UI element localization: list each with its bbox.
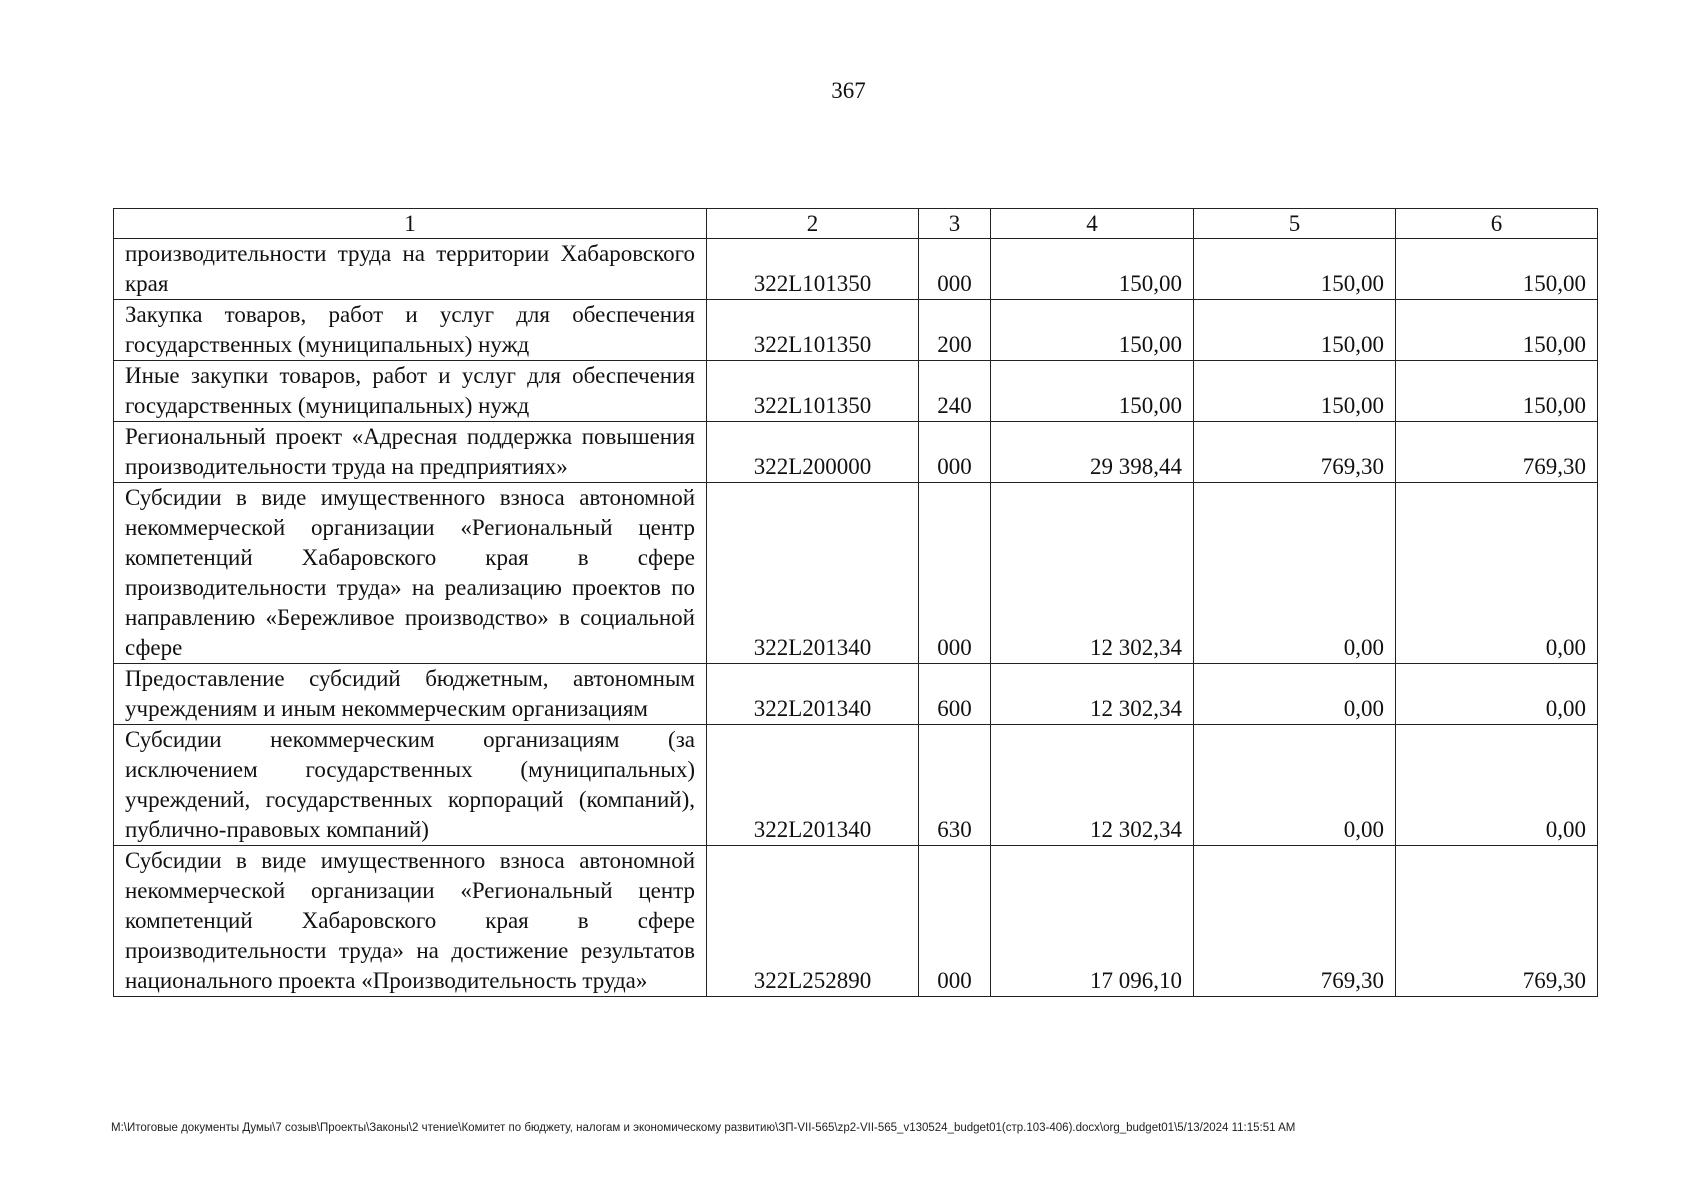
header-cell: 1 <box>114 209 707 239</box>
header-cell: 3 <box>919 209 991 239</box>
table-row <box>114 846 1598 997</box>
budget-table <box>113 208 1598 997</box>
amount-col6-cell: 150,00 <box>1396 239 1598 300</box>
expense-type-cell: 000 <box>919 846 991 997</box>
amount-col5-cell: 769,30 <box>1194 422 1396 483</box>
target-code-cell: 322L201340 <box>707 725 919 846</box>
target-code-cell: 322L201340 <box>707 664 919 725</box>
row-name-cell: Субсидии в виде имущественного взноса автономной некоммерческой организации «Региональный центр компетенций Хабаровского края в сфере производительности труда» на достижение результатов национального проекта «Производительность труда» <box>114 846 707 997</box>
amount-col4-cell: 29 398,44 <box>991 422 1194 483</box>
amount-col6-cell: 0,00 <box>1396 725 1598 846</box>
amount-col5-cell: 0,00 <box>1194 483 1396 664</box>
expense-type-cell: 000 <box>919 239 991 300</box>
amount-col5-cell: 0,00 <box>1194 664 1396 725</box>
amount-col5-cell: 150,00 <box>1194 361 1396 422</box>
expense-type-cell: 240 <box>919 361 991 422</box>
amount-col5-cell: 769,30 <box>1194 846 1396 997</box>
table-row <box>114 483 1598 664</box>
amount-col6-cell: 150,00 <box>1396 361 1598 422</box>
amount-col6-cell: 0,00 <box>1396 664 1598 725</box>
amount-col6-cell: 769,30 <box>1396 422 1598 483</box>
table-row <box>114 361 1598 422</box>
amount-col4-cell: 150,00 <box>991 361 1194 422</box>
row-name-cell: Региональный проект «Адресная поддержка повышения производительности труда на предприятиях» <box>114 422 707 483</box>
amount-col5-cell: 150,00 <box>1194 239 1396 300</box>
amount-col4-cell: 150,00 <box>991 239 1194 300</box>
row-name-cell: Субсидии некоммерческим организациям (за исключением государственных (муниципальных) учреждений, государственных корпораций (компаний), публично-правовых компаний) <box>114 725 707 846</box>
table-header-row <box>114 209 1598 239</box>
amount-col5-cell: 0,00 <box>1194 725 1396 846</box>
table-row <box>114 239 1598 300</box>
expense-type-cell: 000 <box>919 422 991 483</box>
row-name-cell: Субсидии в виде имущественного взноса автономной некоммерческой организации «Региональный центр компетенций Хабаровского края в сфере производительности труда» на реализацию проектов по направлению «Бережливое производство» в социальной сфере <box>114 483 707 664</box>
table-row <box>114 300 1598 361</box>
expense-type-cell: 600 <box>919 664 991 725</box>
table-row <box>114 664 1598 725</box>
target-code-cell: 322L200000 <box>707 422 919 483</box>
header-cell: 2 <box>707 209 919 239</box>
amount-col4-cell: 150,00 <box>991 300 1194 361</box>
header-cell: 6 <box>1396 209 1598 239</box>
amount-col4-cell: 12 302,34 <box>991 664 1194 725</box>
amount-col6-cell: 0,00 <box>1396 483 1598 664</box>
amount-col4-cell: 12 302,34 <box>991 483 1194 664</box>
amount-col6-cell: 769,30 <box>1396 846 1598 997</box>
header-cell: 4 <box>991 209 1194 239</box>
expense-type-cell: 630 <box>919 725 991 846</box>
amount-col6-cell: 150,00 <box>1396 300 1598 361</box>
table-row <box>114 422 1598 483</box>
target-code-cell: 322L101350 <box>707 361 919 422</box>
file-path-footer: M:\Итоговые документы Думы\7 созыв\Проекты\Законы\2 чтение\Комитет по бюджету, налогам и экономическому развитию\ЗП-VII-565\zp2-VII-565_v130524_budget01(стр.103-406).docx\org_budget01\5/13/2024 11:15:51 AM <box>111 1122 1296 1134</box>
expense-type-cell: 000 <box>919 483 991 664</box>
target-code-cell: 322L252890 <box>707 846 919 997</box>
amount-col5-cell: 150,00 <box>1194 300 1396 361</box>
row-name-cell: Предоставление субсидий бюджетным, автономным учреждениям и иным некоммерческим организациям <box>114 664 707 725</box>
header-cell: 5 <box>1194 209 1396 239</box>
row-name-cell: Закупка товаров, работ и услуг для обеспечения государственных (муниципальных) нужд <box>114 300 707 361</box>
target-code-cell: 322L101350 <box>707 239 919 300</box>
amount-col4-cell: 12 302,34 <box>991 725 1194 846</box>
page-number: 367 <box>831 78 866 103</box>
amount-col4-cell: 17 096,10 <box>991 846 1194 997</box>
row-name-cell: Иные закупки товаров, работ и услуг для обеспечения государственных (муниципальных) нужд <box>114 361 707 422</box>
target-code-cell: 322L101350 <box>707 300 919 361</box>
expense-type-cell: 200 <box>919 300 991 361</box>
table-row <box>114 725 1598 846</box>
target-code-cell: 322L201340 <box>707 483 919 664</box>
row-name-cell: производительности труда на территории Хабаровского края <box>114 239 707 300</box>
